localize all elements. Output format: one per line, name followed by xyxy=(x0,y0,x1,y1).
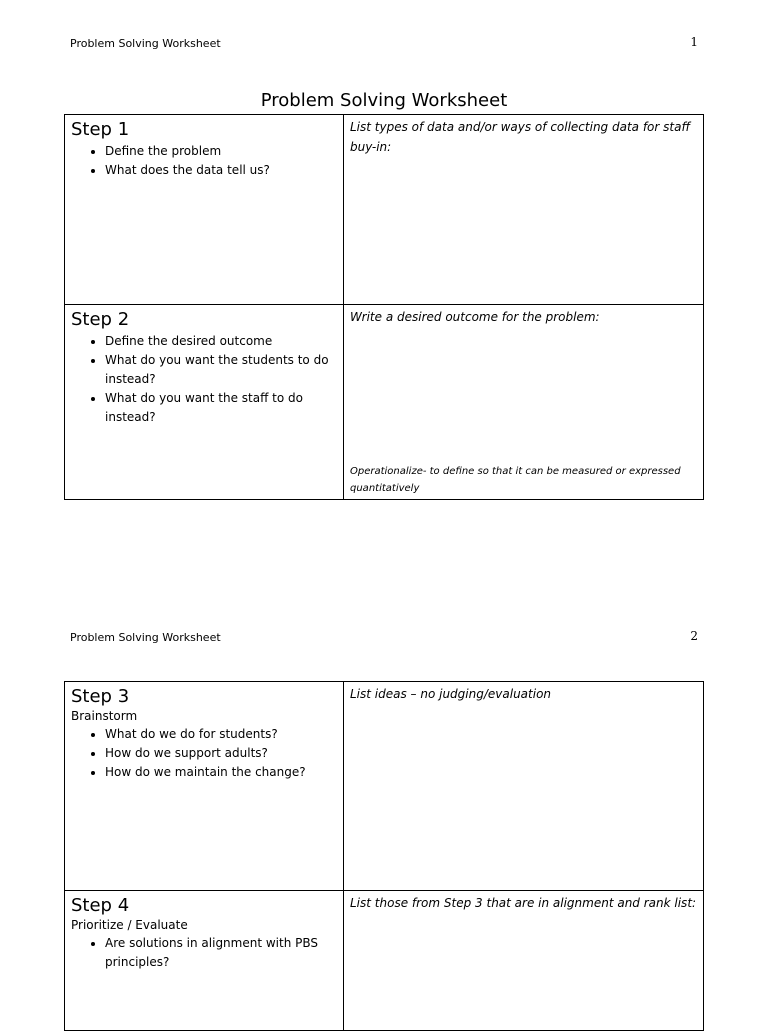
step-4-answer-area[interactable] xyxy=(344,891,704,1031)
step-1-cell xyxy=(65,115,344,305)
bullet-list xyxy=(71,142,337,180)
list-item: • What do you want the staff to do instead? xyxy=(105,389,337,427)
bullet-list xyxy=(71,934,337,972)
step-prompt: Write a desired outcome for the problem: xyxy=(350,310,600,324)
list-item: • What do we do for students? xyxy=(105,725,337,744)
definition-note: Operationalize- to define so that it can be measured or expressed quantitatively xyxy=(350,466,681,494)
list-item: • Define the desired outcome xyxy=(105,332,337,351)
step-prompt: List those from Step 3 that are in alignment and rank list: xyxy=(350,896,697,910)
page-number: 1 xyxy=(690,35,698,49)
step-row xyxy=(65,115,704,305)
step-prompt: List ideas – no judging/evaluation xyxy=(350,687,552,701)
header-title: Problem Solving Worksheet xyxy=(70,631,221,644)
step-prompt: List types of data and/or ways of collecting data for staff buy-in: xyxy=(350,120,691,154)
step-row xyxy=(65,305,704,500)
worksheet-table xyxy=(64,681,704,1031)
step-title: Step 1 xyxy=(71,119,130,140)
worksheet-table xyxy=(64,114,704,500)
bullet-list xyxy=(71,332,337,427)
step-title: Step 3 xyxy=(71,686,130,707)
header-title: Problem Solving Worksheet xyxy=(70,37,221,50)
step-3-answer-area[interactable] xyxy=(344,682,704,891)
step-title: Step 4 xyxy=(71,895,130,916)
step-title: Step 2 xyxy=(71,309,130,330)
list-item: • How do we support adults? xyxy=(105,744,337,763)
list-item: • What do you want the students to do instead? xyxy=(105,351,337,389)
step-2-cell xyxy=(65,305,344,500)
list-item: • What does the data tell us? xyxy=(105,161,337,180)
step-subtitle: Prioritize / Evaluate xyxy=(71,918,188,932)
step-3-cell xyxy=(65,682,344,891)
step-subtitle: Brainstorm xyxy=(71,709,138,723)
step-row xyxy=(65,891,704,1031)
page-number: 2 xyxy=(690,629,698,643)
list-item: • How do we maintain the change? xyxy=(105,763,337,782)
step-4-cell xyxy=(65,891,344,1031)
step-1-answer-area[interactable] xyxy=(344,115,704,305)
list-item: • Are solutions in alignment with PBS principles? xyxy=(105,934,337,972)
list-item: • Define the problem xyxy=(105,142,337,161)
bullet-list xyxy=(71,725,337,782)
step-2-answer-area[interactable] xyxy=(344,305,704,500)
step-row xyxy=(65,682,704,891)
document-title: Problem Solving Worksheet xyxy=(260,90,508,111)
